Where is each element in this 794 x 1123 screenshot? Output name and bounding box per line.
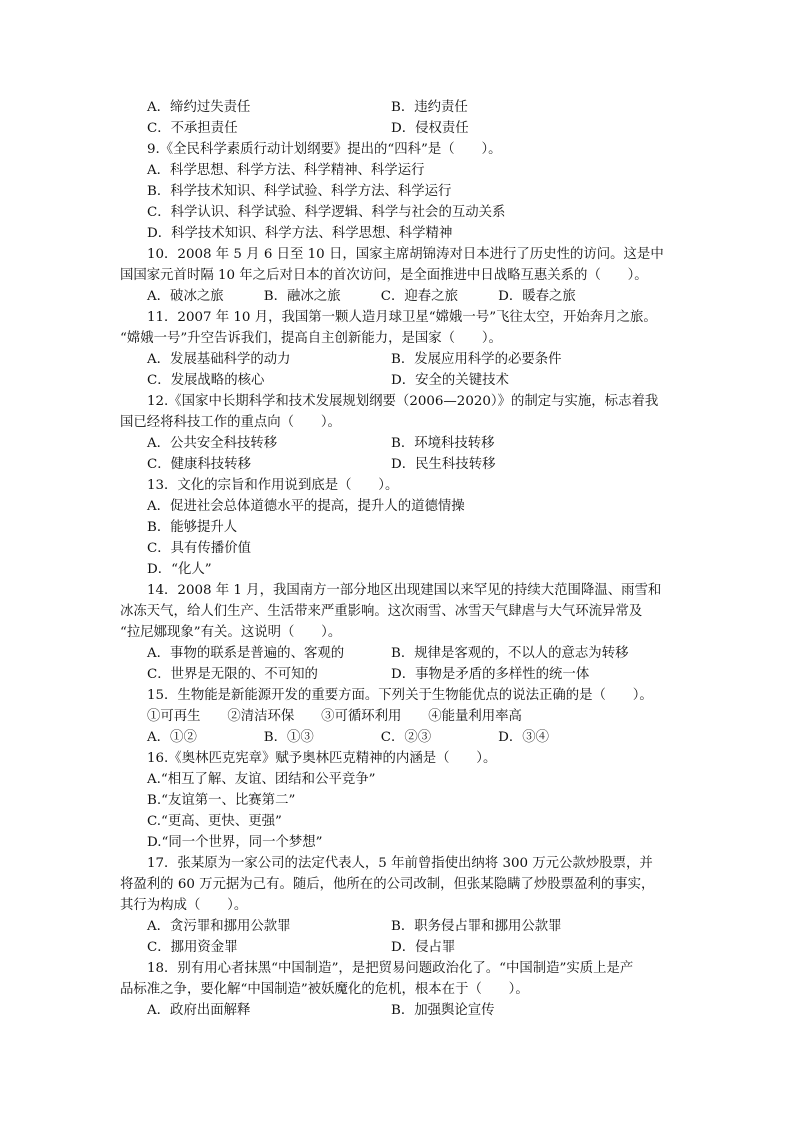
answer-option: B．职务侵占罪和挪用公款罪: [391, 919, 562, 934]
question-text-line: 国国家元首时隔 10 年之后对日本的首次访问，是全面推进中日战略互惠关系的（ ）。: [120, 268, 648, 283]
question-text-line: 13．文化的宗旨和作用说到底是（ ）。: [147, 478, 399, 493]
answer-option: A．贪污罪和挪用公款罪: [147, 919, 291, 934]
answer-option: D．侵占罪: [391, 940, 456, 955]
answer-option: C．挪用资金罪: [147, 940, 238, 955]
question-text-line: 15．生物能是新能源开发的重要方面。下列关于生物能优点的说法正确的是（ ）。: [147, 688, 653, 703]
question-text-line: 14．2008 年 1 月，我国南方一部分地区出现建国以来罕见的持续大范围降温、雨雪和: [147, 583, 662, 598]
answer-option: B.“友谊第一、比赛第二”: [147, 793, 296, 808]
question-text-line: 18．别有用心者抹黑“中国制造”，是把贸易问题政治化了。“中国制造”实质上是产: [147, 961, 634, 976]
answer-option: B．能够提升人: [147, 520, 238, 535]
answer-option: B．科学技术知识、科学试验、科学方法、科学运行: [147, 184, 452, 199]
answer-option: B．加强舆论宣传: [391, 1003, 495, 1018]
answer-option: C．发展战略的核心: [147, 373, 265, 388]
answer-option: D．安全的关键技术: [391, 373, 509, 388]
answer-option: B．发展应用科学的必要条件: [391, 352, 562, 367]
answer-option: A．缔约过失责任: [147, 100, 251, 115]
answer-option: A.“相互了解、友谊、团结和公平竞争”: [147, 772, 376, 787]
answer-option: C．不承担责任: [147, 121, 238, 136]
question-text-line: 其行为构成（ ）。: [120, 898, 248, 913]
answer-option: A．政府出面解释: [147, 1003, 251, 1018]
answer-option: A．促进社会总体道德水平的提高，提升人的道德情操: [147, 499, 465, 514]
question-text-line: “嫦娥一号”升空告诉我们，提高自主创新能力，是国家（ ）。: [120, 331, 502, 346]
answer-option: B．环境科技转移: [391, 436, 495, 451]
question-text-line: 12.《国家中长期科学和技术发展规划纲要（2006—2020）》的制定与实施，标志着我: [147, 394, 659, 409]
answer-option: D．“化人”: [147, 562, 212, 577]
answer-option: ①可再生 ②清洁环保 ③可循环利用 ④能量利用率高: [147, 709, 522, 724]
answer-option: B．违约责任: [391, 100, 468, 115]
answer-option: C．健康科技转移: [147, 457, 251, 472]
question-text-line: 16.《奥林匹克宪章》赋予奥林匹克精神的内涵是（ ）。: [147, 751, 497, 766]
answer-option: D．事物是矛盾的多样性的统一体: [391, 667, 590, 682]
question-text-line: 11．2007 年 10 月，我国第一颗人造月球卫星“嫦娥一号”飞往太空，开始奔月之旅。: [147, 310, 657, 325]
answer-option: D．侵权责任: [391, 121, 469, 136]
answer-option: A．科学思想、科学方法、科学精神、科学运行: [147, 163, 425, 178]
answer-option: D．科学技术知识、科学方法、科学思想、科学精神: [147, 226, 453, 241]
question-text-line: 品标准之争，要化解“中国制造”被妖魔化的危机，根本在于（ ）。: [120, 982, 529, 997]
answer-option: C．具有传播价值: [147, 541, 251, 556]
question-text-line: 将盈利的 60 万元据为己有。随后，他所在的公司改制，但张某隐瞒了炒股票盈利的事实，: [120, 877, 655, 892]
question-text-line: 国已经将科技工作的重点向（ ）。: [120, 415, 341, 430]
answer-option: D.“同一个世界，同一个梦想”: [147, 835, 323, 850]
answer-option: A．破冰之旅 B．融冰之旅 C．迎春之旅 D．暖春之旅: [147, 289, 576, 304]
question-text-line: 9.《全民科学素质行动计划纲要》提出的“四科”是（ ）。: [147, 142, 502, 157]
answer-option: A．公共安全科技转移: [147, 436, 278, 451]
answer-option: D．民生科技转移: [391, 457, 496, 472]
answer-option: A．①② B．①③ C．②③ D．③④: [147, 730, 550, 745]
answer-option: C．科学认识、科学试验、科学逻辑、科学与社会的互动关系: [147, 205, 506, 220]
question-text-line: 17．张某原为一家公司的法定代表人，5 年前曾指使出纳将 300 万元公款炒股票，并: [147, 856, 653, 871]
answer-option: B．规律是客观的，不以人的意志为转移: [391, 646, 629, 661]
answer-option: C．世界是无限的、不可知的: [147, 667, 318, 682]
answer-option: C.“更高、更快、更强”: [147, 814, 282, 829]
question-text-line: 10．2008 年 5 月 6 日至 10 日，国家主席胡锦涛对日本进行了历史性的访问。这是中: [147, 247, 664, 262]
answer-option: A．发展基础科学的动力: [147, 352, 291, 367]
question-text-line: 冰冻天气，给人们生产、生活带来严重影响。这次雨雪、冰雪天气肆虐与大气环流异常及: [120, 604, 643, 619]
question-text-line: “拉尼娜现象”有关。这说明（ ）。: [120, 625, 342, 640]
answer-option: A．事物的联系是普遍的、客观的: [147, 646, 345, 661]
